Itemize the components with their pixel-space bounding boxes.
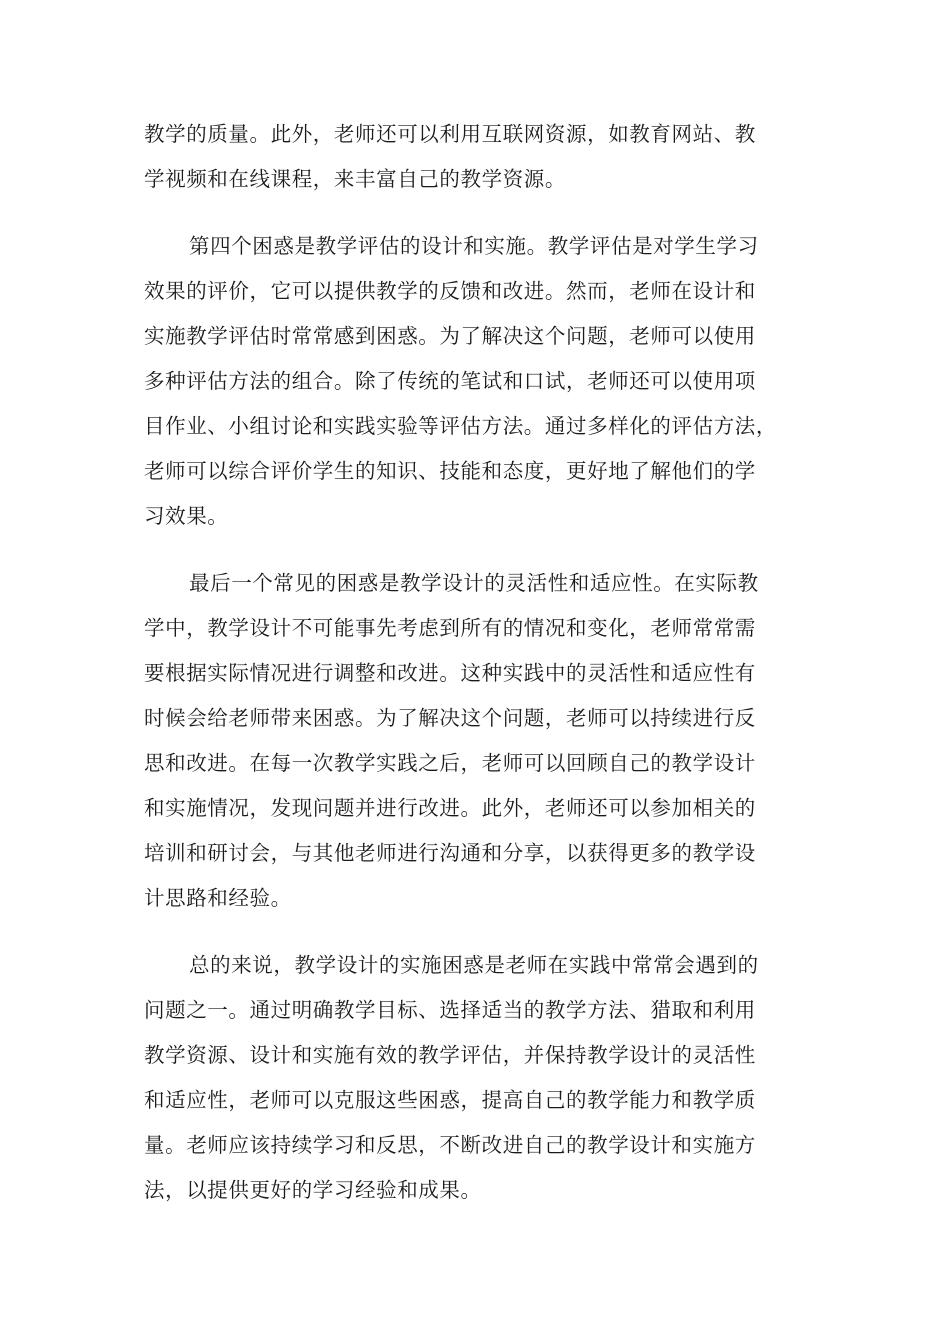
paragraph-line: 时候会给老师带来困惑。为了解决这个问题，老师可以持续进行反 <box>144 706 756 730</box>
paragraph-line: 第四个困惑是教学评估的设计和实施。教学评估是对学生学习 <box>189 234 759 258</box>
paragraph-line: 计思路和经验。 <box>144 886 292 910</box>
paragraph-2 <box>144 224 804 539</box>
paragraph-line: 多种评估方法的组合。除了传统的笔试和口试，老师还可以使用项 <box>144 369 756 393</box>
paragraph-line: 问题之一。通过明确教学目标、选择适当的教学方法、猎取和利用 <box>144 998 756 1022</box>
paragraph-line: 和实施情况，发现问题并进行改进。此外，老师还可以参加相关的 <box>144 796 756 820</box>
paragraph-line: 老师可以综合评价学生的知识、技能和态度，更好地了解他们的学 <box>144 459 756 483</box>
paragraph-line: 效果的评价，它可以提供教学的反馈和改进。然而，老师在设计和 <box>144 279 756 303</box>
paragraph-4 <box>144 943 804 1213</box>
paragraph-3 <box>144 561 804 921</box>
paragraph-line: 习效果。 <box>144 504 229 528</box>
paragraph-line: 教学资源、设计和实施有效的教学评估，并保持教学设计的灵活性 <box>144 1043 756 1067</box>
paragraph-line: 最后一个常见的困惑是教学设计的灵活性和适应性。在实际教 <box>189 571 759 595</box>
paragraph-line: 思和改进。在每一次教学实践之后，老师可以回顾自己的教学设计 <box>144 751 756 775</box>
paragraph-line: 量。老师应该持续学习和反思，不断改进自己的教学设计和实施方 <box>144 1133 756 1157</box>
paragraph-line: 要根据实际情况进行调整和改进。这种实践中的灵活性和适应性有 <box>144 661 756 685</box>
body-text <box>144 112 804 1235</box>
paragraph-line: 培训和研讨会，与其他老师进行沟通和分享，以获得更多的教学设 <box>144 841 756 865</box>
paragraph-line: 学中，教学设计不可能事先考虑到所有的情况和变化，老师常常需 <box>144 616 756 640</box>
paragraph-line: 学视频和在线课程，来丰富自己的教学资源。 <box>144 167 566 191</box>
paragraph-1 <box>144 112 804 202</box>
paragraph-line: 实施教学评估时常常感到困惑。为了解决这个问题，老师可以使用 <box>144 324 756 348</box>
paragraph-line: 目作业、小组讨论和实践实验等评估方法。通过多样化的评估方法， <box>144 414 777 438</box>
paragraph-line: 法，以提供更好的学习经验和成果。 <box>144 1178 482 1202</box>
paragraph-line: 总的来说，教学设计的实施困惑是老师在实践中常常会遇到的 <box>189 953 759 977</box>
paragraph-line: 教学的质量。此外，老师还可以利用互联网资源，如教育网站、教 <box>144 122 756 146</box>
paragraph-line: 和适应性，老师可以克服这些困惑，提高自己的教学能力和教学质 <box>144 1088 756 1112</box>
